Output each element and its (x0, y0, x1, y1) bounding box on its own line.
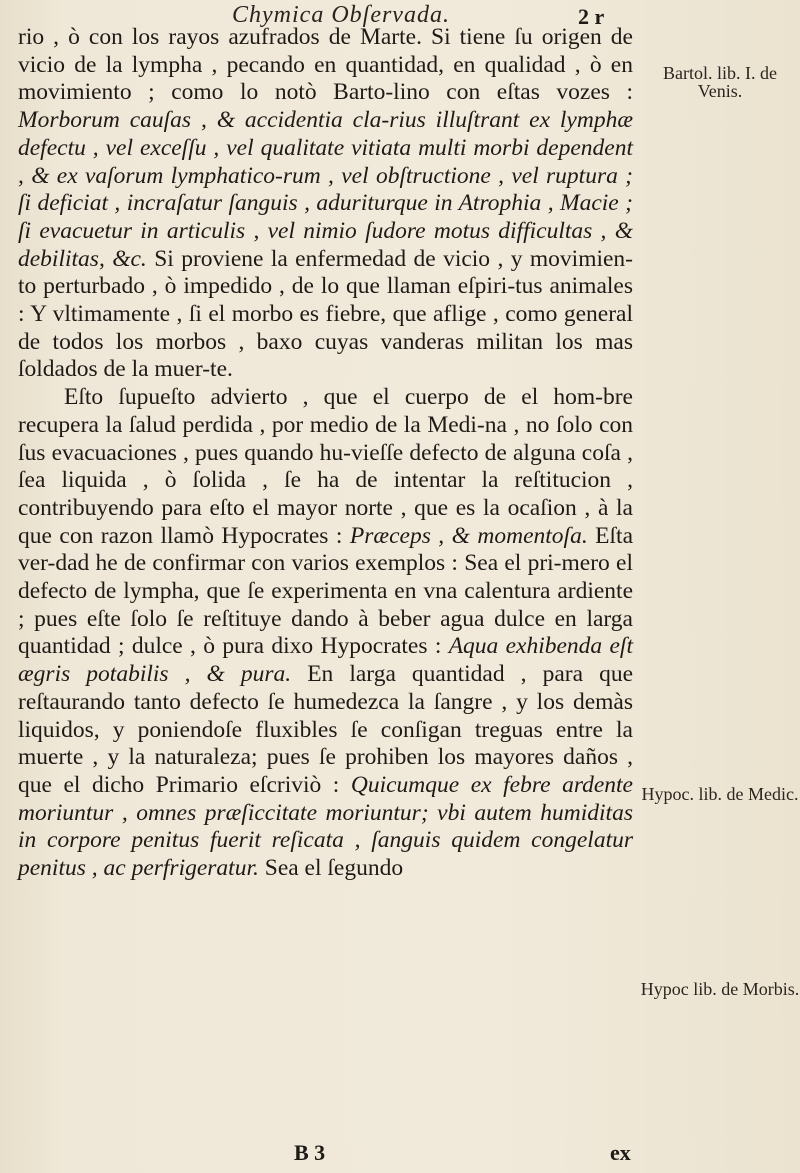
text-segment: Sea el ſegundo (258, 855, 404, 882)
latin-quote: Aqua exhibenda eſt ægris potabilis , & pura. (18, 633, 633, 688)
margin-note-hypocrates-medic: Hypoc. lib. de Medic. (641, 784, 799, 804)
margin-note-bartolino: Bartol. lib. I. de Venis. (663, 63, 777, 101)
paragraph-1 (18, 24, 633, 384)
running-title: Chymica Obſervada. (232, 2, 450, 28)
body-text (18, 24, 633, 883)
text-segment: Eſto ſupueſto advierto , que el cuerpo de el hom-bre recupera la ſalud perdida , por medio de la Medi-na , no ſolo con ſus evacuaciones , pues quando hu-vieſſe defecto de alguna coſa , ſea liquida , ò ſolida , ſe ha de intentar la reſtitucion , contribuyendo para eſto el mayor norte , que es la ocaſion , à la que con razon llamò Hypocrates : (18, 384, 633, 549)
text-segment: En larga quantidad , para que reſtaurando tanto defecto ſe humedezca la ſangre , y los demàs liquidos, y poniendoſe fluxibles ſe conſigan treguas entre la muerte , y la naturaleza; pues ſe prohiben los mayores daños , que el dicho Primario eſcriviò : (18, 661, 633, 798)
margin-note-hypocrates-morbis: Hypoc lib. de Morbis. (640, 979, 800, 999)
text-segment: rio , ò con los rayos azufrados de Marte. Si tiene ſu origen de vicio de la lympha , pecando en quantidad, en qualidad , ò en movimiento ; como lo notò Barto-lino con eſtas vozes : (18, 24, 633, 106)
latin-quote: Morborum cauſas , & accidentia cla-rius illuſtrant ex lymphæ defectu , vel exceſſu , vel qualitate vitiata multi morbi dependent , & ex vaſorum lymphatico-rum , vel obſtructione , vel ruptura ; ſi deficiat , incraſatur ſanguis , aduriturque in Atrophia , Macie ; ſi evacuetur in articulis , vel nimio ſudore motus difficultas , & debilitas, &c. (18, 107, 633, 272)
page-number: 2 r (578, 4, 605, 29)
paragraph-2 (18, 384, 633, 883)
latin-quote: Quicumque ex febre ardente moriuntur , omnes præſiccitate moriuntur; vbi autem humiditas in corpore penitus fuerit reſicata , ſanguis quidem congelatur penitus , ac perfrigeratur. (18, 771, 633, 882)
signature-mark: B 3 (294, 1140, 326, 1165)
text-segment: Si proviene la enfermedad de vicio , y movimien-to perturbado , ò impedido , de lo que llaman eſpiri-tus animales : Y vltimamente , ſi el morbo es fiebre, que aflige , como general de todos los morbos , baxo cuyas vanderas militan los mas ſoldados de la muer-te. (18, 245, 634, 383)
catchword: ex (610, 1140, 631, 1165)
page-footer (0, 1140, 800, 1170)
text-segment: Eſta ver-dad he de confirmar con varios exemplos : Sea el pri-mero el defecto de lympha, que ſe experimenta en vna calentura ardiente ; pues eſte ſolo ſe reſtituye dando à beber agua dulce en larga quantidad ; dulce , ò pura dixo Hypocrates : (18, 522, 634, 660)
latin-quote: Præceps , & momentoſa. (349, 522, 588, 549)
